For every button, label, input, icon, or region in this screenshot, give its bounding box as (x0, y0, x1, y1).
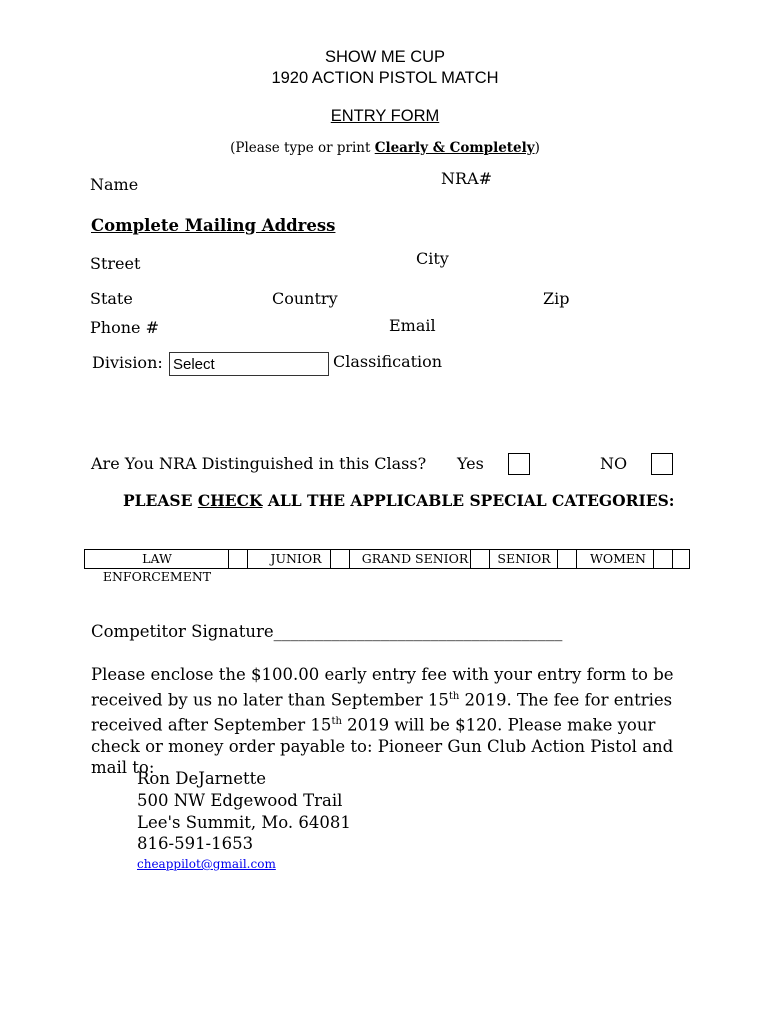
division-select[interactable]: Select (169, 352, 329, 376)
email-label: Email (389, 316, 436, 335)
categories-heading-emphasis: CHECK (197, 491, 263, 510)
category-junior-label: JUNIOR (270, 551, 322, 566)
category-law-enforcement-label: LAW ENFORCEMENT (102, 551, 212, 584)
division-label: Division: (92, 353, 163, 372)
contact-email-link[interactable]: cheappilot@gmail.com (137, 857, 276, 871)
categories-heading (123, 491, 675, 510)
instruction-line-3 (91, 711, 691, 736)
instruction-suffix: ) (534, 140, 540, 156)
nra-label: NRA# (441, 169, 493, 188)
instruction-line-2a: received by us no later than September 15 (91, 690, 449, 709)
instruction-line-3a: received after September 15 (91, 715, 332, 734)
instruction-line-1: Please enclose the $100.00 early entry fee with your entry form to be (91, 665, 674, 684)
instruction-line-2b: 2019. The fee for entries (459, 690, 673, 709)
contact-email-wrap (137, 853, 276, 872)
yes-label: Yes (457, 454, 484, 473)
category-grand-senior-label: GRAND SENIOR (361, 551, 469, 566)
category-women-label: WOMEN (590, 551, 646, 566)
entry-fee-instructions (91, 664, 691, 779)
instruction-line-2 (91, 686, 691, 711)
state-label: State (90, 289, 133, 308)
no-checkbox[interactable] (651, 453, 673, 475)
instruction-line-3-sup: th (331, 715, 342, 727)
no-label: NO (600, 454, 628, 473)
instruction-prefix: (Please type or print (230, 140, 375, 156)
match-name: 1920 ACTION PISTOL MATCH (271, 69, 499, 87)
name-label: Name (90, 175, 139, 194)
category-junior-checkbox[interactable] (330, 549, 350, 569)
classification-label: Classification (333, 352, 443, 371)
mailing-address-heading: Complete Mailing Address (91, 216, 336, 235)
signature-line[interactable]: Competitor Signature___________________________________ (91, 622, 563, 641)
distinguished-question: Are You NRA Distinguished in this Class? (91, 454, 427, 473)
phone-label: Phone # (90, 318, 159, 337)
form-title (0, 107, 770, 126)
street-label: Street (90, 254, 141, 273)
event-name: SHOW ME CUP (324, 48, 446, 66)
instruction-line-5: mail to: (91, 758, 155, 777)
instruction-line-3b: 2019 will be $120. Please make your (341, 715, 656, 734)
categories-heading-suffix: ALL THE APPLICABLE SPECIAL CATEGORIES: (262, 491, 675, 510)
categories-row (84, 549, 690, 584)
zip-label: Zip (543, 289, 570, 308)
category-law-enforcement-checkbox[interactable] (228, 549, 248, 569)
categories-heading-prefix: PLEASE (123, 491, 198, 510)
instruction-emphasis: Clearly & Completely (374, 140, 535, 156)
country-label: Country (272, 289, 338, 308)
instruction-line-2-sup: th (448, 690, 460, 702)
form-title-text: ENTRY FORM (330, 107, 440, 125)
category-grand-senior-checkbox[interactable] (470, 549, 490, 569)
category-senior-checkbox[interactable] (557, 549, 577, 569)
contact-phone: 816-591-1653 (137, 834, 254, 853)
contact-name: Ron DeJarnette (137, 769, 266, 788)
form-instruction (0, 140, 770, 156)
contact-city: Lee's Summit, Mo. 64081 (137, 813, 351, 832)
city-label: City (416, 249, 449, 268)
category-senior-label: SENIOR (497, 551, 551, 566)
yes-checkbox[interactable] (508, 453, 530, 475)
instruction-line-4: check or money order payable to: Pioneer Gun Club Action Pistol and (91, 736, 674, 756)
contact-street: 500 NW Edgewood Trail (137, 791, 343, 810)
category-women-checkbox[interactable] (653, 549, 673, 569)
